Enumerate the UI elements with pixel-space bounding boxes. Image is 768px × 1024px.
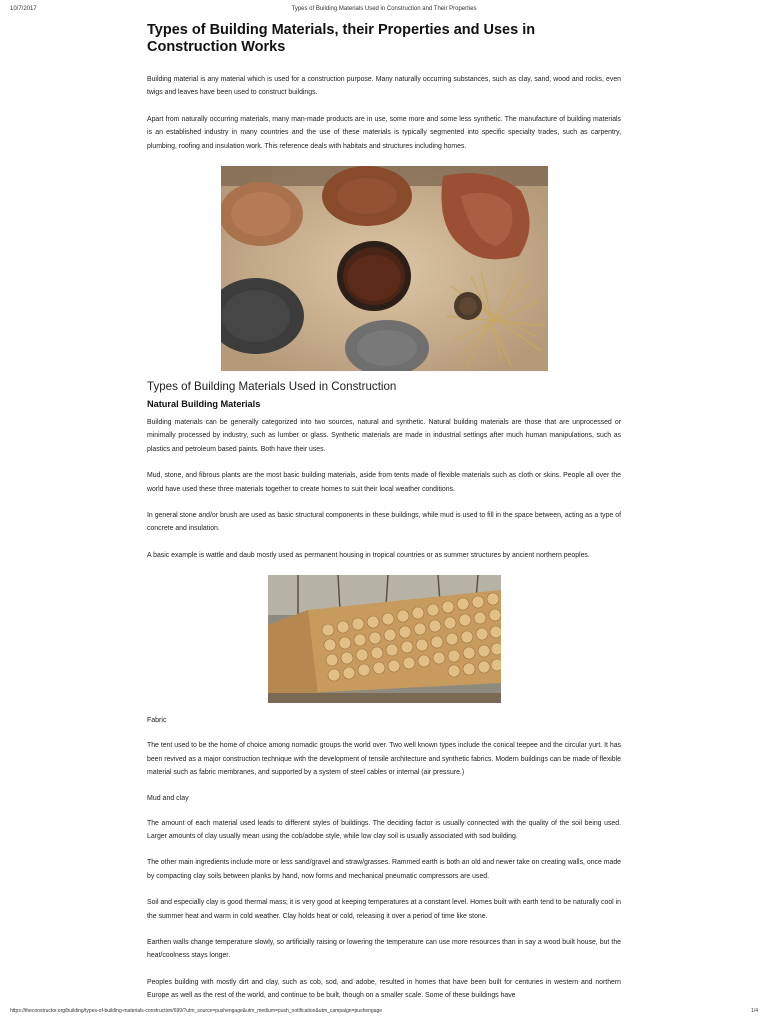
print-header [0,6,768,18]
article-title: Types of Building Materials, their Properties and Uses in Construction Works [147,22,536,55]
fabric-heading: Fabric [147,717,167,725]
natural-paragraph-4: A basic example is wattle and daub mostly used as permanent housing in tropical countries or as summer structures by ancient northern peoples. [147,551,590,559]
mud-paragraph-4: Earthen walls change temperature slowly, so artificially raising or lowering the temperature can use more resources than in say a wood built house, but the heat/coolness stays longer. [147,938,621,960]
natural-materials-heading: Natural Building Materials [147,399,261,410]
print-title: Types of Building Materials Used in Construction and Their Properties [291,6,477,12]
building-materials-photo [221,166,548,371]
page-url: https://theconstructor.org/building/types-of-building-materials-construction/699/?utm_source=pushengage&utm_medium=push_notification&utm_campaign=pushengage [10,1008,383,1014]
intro-paragraph-2: Apart from naturally occurring materials, many man-made products are in use, some more and some less synthetic. The manufacture of building materials is an established industry in many countries and the use of these materials is typically segmented into specific specialty trades, such as carpentry, plumbing, roofing and insulation work. This reference deals with habitats and structures including homes. [147,115,621,150]
natural-paragraph-1: Building materials can be generally categorized into two sources, natural and synthetic. Natural building materials are those that are unprocessed or minimally processed by industry, such as lumber or glass. Synthetic materials are made in industrial settings after much human manipulations, such as plastics and petroleum based paints. Both have their uses. [147,419,621,453]
page-number: 1/4 [751,1008,758,1014]
intro-paragraph-1: Building material is any material which is used for a construction purpose. Many naturally occurring substances, such as clay, sand, wood and rocks, even twigs and leaves have been used to construct buildings. [147,76,621,97]
article [147,22,621,1016]
mud-clay-heading: Mud and clay [147,794,189,802]
mud-paragraph-5: Peoples building with mostly dirt and clay, such as cob, sod, and adobe, resulted in homes that have been built for centuries in western and northern Europe as well as the rest of the world, and continue to be built, though on a smaller scale. Some of these buildings have [147,978,621,1000]
print-date: 10/7/2017 [10,6,37,12]
natural-paragraph-3: In general stone and/or brush are used as basic structural components in these buildings, while mud is used to fill in the space between, acting as a type of concrete and insulation. [147,512,621,533]
fabric-paragraph-1: The tent used to be the home of choice among nomadic groups the world over. Two well known types include the conical teepee and the circular yurt. It has been revived as a major construction technique with the development of tensile architecture and synthetic fabrics. Modern buildings can be made of flexible material such as fabric membranes, and supported by a system of steel cables or internal (air pressure.) [147,742,621,777]
stacked-logs-photo [268,575,501,703]
mud-paragraph-2: The other main ingredients include more or less sand/gravel and straw/grasses. Rammed earth is both an old and newer take on creating walls, once made by compacting clay soils between planks by hand, now forms and mechanical pneumatic compressors are used. [147,859,621,880]
mud-paragraph-1: The amount of each material used leads to different styles of buildings. The deciding factor is usually connected with the quality of the soil being used. Larger amounts of clay usually mean using the cob/adobe style, while low clay soil is usually associated with sod building. [147,819,621,840]
print-footer [0,1008,768,1020]
natural-paragraph-2: Mud, stone, and fibrous plants are the most basic building materials, aside from tents made of flexible materials such as cloth or skins. People all over the world have used these three materials together to create homes to suit their local weather conditions. [147,472,621,493]
section-heading: Types of Building Materials Used in Construction [147,380,397,394]
mud-paragraph-3: Soil and especially clay is good thermal mass; it is very good at keeping temperatures at a constant level. Homes built with earth tend to be naturally cool in the summer heat and warm in cold weather. Clay holds heat or cold, releasing it over a period of time like stone. [147,899,621,920]
